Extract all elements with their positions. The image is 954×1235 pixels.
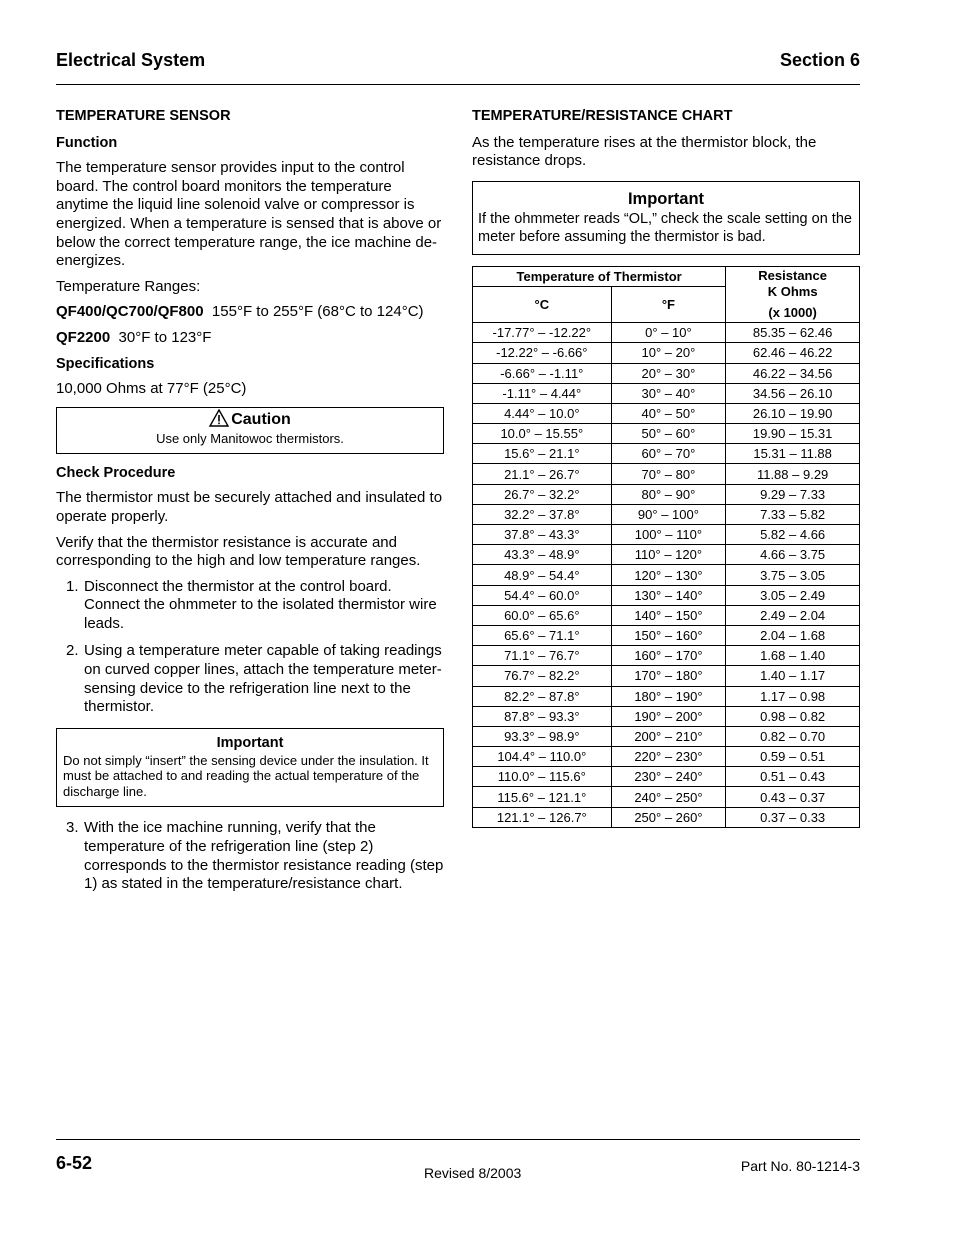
function-heading: Function — [56, 134, 118, 151]
fahrenheit-cell: 230° – 240° — [611, 767, 726, 787]
range-2 — [56, 329, 444, 348]
chart-heading: TEMPERATURE/RESISTANCE CHART — [472, 108, 733, 124]
caution-text: Use only Manitowoc thermistors. — [156, 430, 344, 446]
celsius-cell: 54.4° – 60.0° — [473, 585, 612, 605]
resistance-cell: 62.46 – 46.22 — [726, 343, 860, 363]
caution-title-row — [61, 409, 439, 431]
celsius-cell: 21.1° – 26.7° — [473, 464, 612, 484]
resistance-cell: 0.43 – 0.37 — [726, 787, 860, 807]
fahrenheit-cell: 130° – 140° — [611, 585, 726, 605]
chart-intro: As the temperature rises at the thermistor block, the resistance drops. — [472, 133, 817, 170]
celsius-cell: 71.1° – 76.7° — [473, 646, 612, 666]
important-text: If the ohmmeter reads “OL,” check the scale setting on the meter before assuming the thermistor is bad. — [478, 210, 852, 246]
header-section-label: Section 6 — [779, 50, 860, 70]
resistance-cell: 15.31 – 11.88 — [726, 444, 860, 464]
resistance-cell: 3.75 – 3.05 — [726, 565, 860, 585]
table-row — [473, 525, 860, 545]
resistance-cell: 0.51 – 0.43 — [726, 767, 860, 787]
table-row — [473, 403, 860, 423]
fahrenheit-cell: 190° – 200° — [611, 706, 726, 726]
thermistor-temperature-header: Temperature of Thermistor — [473, 266, 726, 286]
celsius-cell: -6.66° – -1.11° — [473, 363, 612, 383]
celsius-cell: -12.22° – -6.66° — [473, 343, 612, 363]
resistance-cell: 2.49 – 2.04 — [726, 605, 860, 625]
table-row — [473, 807, 860, 827]
table-row — [473, 747, 860, 767]
resistance-cell: 1.40 – 1.17 — [726, 666, 860, 686]
resistance-cell: 34.56 – 26.10 — [726, 383, 860, 403]
table-row — [473, 706, 860, 726]
fahrenheit-cell: 90° – 100° — [611, 504, 726, 524]
resistance-cell: 46.22 – 34.56 — [726, 363, 860, 383]
range-1 — [56, 303, 444, 322]
celsius-cell: 48.9° – 54.4° — [473, 565, 612, 585]
step-number: 2. — [66, 642, 79, 660]
resistance-cell: 9.29 – 7.33 — [726, 484, 860, 504]
celsius-cell: 110.0° – 115.6° — [473, 767, 612, 787]
resistance-cell: 19.90 – 15.31 — [726, 424, 860, 444]
fahrenheit-cell: 240° – 250° — [611, 787, 726, 807]
table-row — [473, 343, 860, 363]
important-title: Important — [627, 189, 705, 208]
ranges-label: Temperature Ranges: — [56, 277, 201, 295]
table-body — [473, 323, 860, 828]
table-row — [473, 363, 860, 383]
procedure-step-3 — [56, 819, 444, 893]
revision-date: Revised 8/2003 — [424, 1165, 522, 1181]
celsius-cell: 43.3° – 48.9° — [473, 545, 612, 565]
resistance-cell: 1.17 – 0.98 — [726, 686, 860, 706]
fahrenheit-cell: 120° – 130° — [611, 565, 726, 585]
resistance-cell: 0.82 – 0.70 — [726, 726, 860, 746]
fahrenheit-cell: 200° – 210° — [611, 726, 726, 746]
table-row — [473, 646, 860, 666]
step-text: Using a temperature meter capable of taking readings on curved copper lines, attach the temperature meter-sensing device to the refrigeration line next to the thermistor. — [84, 642, 442, 716]
table-row — [473, 464, 860, 484]
celsius-cell: 104.4° – 110.0° — [473, 747, 612, 767]
check-paragraph-2: Verify that the thermistor resistance is accurate and corresponding to the high and low temperature ranges. — [56, 533, 421, 570]
resistance-cell: 26.10 – 19.90 — [726, 403, 860, 423]
fahrenheit-cell: 70° – 80° — [611, 464, 726, 484]
fahrenheit-cell: 180° – 190° — [611, 686, 726, 706]
table-row — [473, 545, 860, 565]
warning-triangle-icon — [209, 409, 229, 427]
fahrenheit-cell: 170° – 180° — [611, 666, 726, 686]
fahrenheit-cell: 10° – 20° — [611, 343, 726, 363]
celsius-cell: 87.8° – 93.3° — [473, 706, 612, 726]
fahrenheit-cell: 30° – 40° — [611, 383, 726, 403]
celsius-cell: 32.2° – 37.8° — [473, 504, 612, 524]
resistance-header — [726, 266, 860, 322]
fahrenheit-cell: 20° – 30° — [611, 363, 726, 383]
caution-title: Caution — [231, 410, 291, 428]
table-row — [473, 444, 860, 464]
important-title: Important — [216, 734, 284, 751]
table-row — [473, 726, 860, 746]
important-box-ohmmeter — [472, 181, 860, 255]
resistance-header-line-2: K Ohms — [767, 284, 818, 300]
fahrenheit-cell: 40° – 50° — [611, 403, 726, 423]
celsius-cell: 10.0° – 15.55° — [473, 424, 612, 444]
fahrenheit-cell: 0° – 10° — [611, 323, 726, 343]
celsius-cell: 15.6° – 21.1° — [473, 444, 612, 464]
resistance-cell: 7.33 – 5.82 — [726, 504, 860, 524]
celsius-cell: -17.77° – -12.22° — [473, 323, 612, 343]
procedure-step — [56, 819, 444, 893]
range-2-model: QF2200 — [56, 328, 111, 346]
fahrenheit-cell: 110° – 120° — [611, 545, 726, 565]
step-number: 3. — [66, 819, 79, 837]
resistance-header-line-1: Resistance — [758, 267, 827, 283]
footer-rule — [56, 1139, 860, 1140]
procedure-step — [56, 642, 444, 716]
table-row — [473, 787, 860, 807]
fahrenheit-cell: 160° – 170° — [611, 646, 726, 666]
fahrenheit-cell: 140° – 150° — [611, 605, 726, 625]
table-row — [473, 424, 860, 444]
celsius-cell: 26.7° – 32.2° — [473, 484, 612, 504]
resistance-cell: 0.37 – 0.33 — [726, 807, 860, 827]
resistance-cell: 85.35 – 62.46 — [726, 323, 860, 343]
table-row — [473, 605, 860, 625]
procedure-step — [56, 578, 444, 634]
fahrenheit-cell: 250° – 260° — [611, 807, 726, 827]
temperature-sensor-heading: TEMPERATURE SENSOR — [56, 108, 231, 124]
celsius-header: °C — [473, 287, 612, 323]
step-number: 1. — [66, 577, 79, 595]
page-number: 6-52 — [56, 1153, 93, 1173]
celsius-cell: 115.6° – 121.1° — [473, 787, 612, 807]
procedure-steps-1-2 — [56, 578, 444, 717]
check-paragraph-1: The thermistor must be securely attached and insulated to operate properly. — [56, 489, 443, 525]
table-row — [473, 504, 860, 524]
fahrenheit-cell: 80° – 90° — [611, 484, 726, 504]
table-row — [473, 565, 860, 585]
important-box-insulation — [56, 728, 444, 808]
table-row — [473, 323, 860, 343]
resistance-cell: 2.04 – 1.68 — [726, 625, 860, 645]
resistance-cell: 11.88 – 9.29 — [726, 464, 860, 484]
celsius-cell: -1.11° – 4.44° — [473, 383, 612, 403]
resistance-cell: 1.68 – 1.40 — [726, 646, 860, 666]
table-row — [473, 686, 860, 706]
header-rule — [56, 84, 860, 85]
celsius-cell: 93.3° – 98.9° — [473, 726, 612, 746]
celsius-cell: 60.0° – 65.6° — [473, 605, 612, 625]
table-row — [473, 585, 860, 605]
table-row — [473, 767, 860, 787]
celsius-cell: 121.1° – 126.7° — [473, 807, 612, 827]
table-row — [473, 383, 860, 403]
celsius-cell: 82.2° – 87.8° — [473, 686, 612, 706]
table-row — [473, 666, 860, 686]
fahrenheit-cell: 60° – 70° — [611, 444, 726, 464]
fahrenheit-cell: 100° – 110° — [611, 525, 726, 545]
function-text: The temperature sensor provides input to the control board. The control board monitors the temperature anytime the liquid line solenoid valve or compressor is energized. When a temperature is sensed that is above or below the correct temperature range, the ice machine de-energizes. — [56, 159, 442, 270]
table-row — [473, 484, 860, 504]
caution-box — [56, 407, 444, 454]
step-text: Disconnect the thermistor at the control board. Connect the ohmmeter to the isolated thermistor wire leads. — [84, 577, 437, 632]
resistance-cell: 3.05 – 2.49 — [726, 585, 860, 605]
resistance-header-line-3: (x 1000) — [768, 304, 817, 320]
important-text: Do not simply “insert” the sensing device under the insulation. It must be attached to and reading the actual temperature of the discharge line. — [63, 752, 429, 799]
resistance-cell: 0.59 – 0.51 — [726, 747, 860, 767]
celsius-cell: 4.44° – 10.0° — [473, 403, 612, 423]
celsius-cell: 76.7° – 82.2° — [473, 666, 612, 686]
range-1-value: 155°F to 255°F (68°C to 124°C) — [211, 303, 424, 321]
left-column — [56, 107, 444, 903]
step-text: With the ice machine running, verify that the temperature of the refrigeration line (step 2) corresponds to the thermistor resistance reading (step 1) as stated in the temperature/resistance chart. — [84, 819, 444, 893]
specifications-text: 10,000 Ohms at 77°F (25°C) — [56, 380, 247, 398]
part-number: Part No. 80-1214-3 — [740, 1158, 860, 1174]
resistance-cell: 0.98 – 0.82 — [726, 706, 860, 726]
resistance-cell: 5.82 – 4.66 — [726, 525, 860, 545]
right-column — [472, 107, 860, 828]
range-1-model: QF400/QC700/QF800 — [56, 303, 204, 321]
header-chapter-title: Electrical System — [56, 50, 206, 70]
celsius-cell: 65.6° – 71.1° — [473, 625, 612, 645]
fahrenheit-header: °F — [611, 287, 726, 323]
fahrenheit-cell: 220° – 230° — [611, 747, 726, 767]
specifications-heading: Specifications — [56, 355, 155, 372]
range-2-value: 30°F to 123°F — [118, 328, 212, 346]
resistance-cell: 4.66 – 3.75 — [726, 545, 860, 565]
check-procedure-heading: Check Procedure — [56, 464, 176, 481]
table-row — [473, 625, 860, 645]
fahrenheit-cell: 150° – 160° — [611, 625, 726, 645]
fahrenheit-cell: 50° – 60° — [611, 424, 726, 444]
celsius-cell: 37.8° – 43.3° — [473, 525, 612, 545]
temperature-resistance-table — [472, 266, 860, 828]
